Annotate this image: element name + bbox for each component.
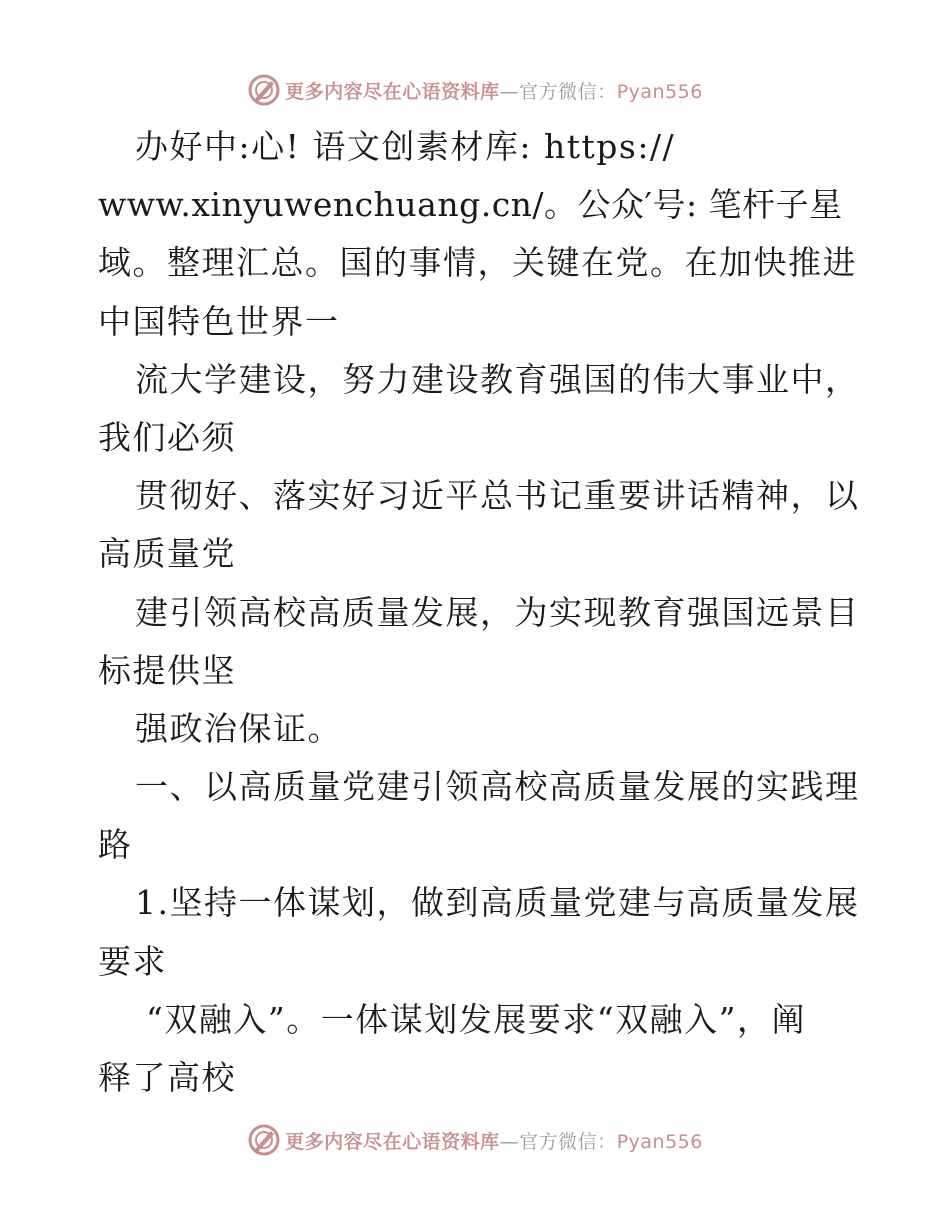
body-line: 办好中:心! 语文创素材库: https:// xyxy=(135,127,676,166)
body-line: 建引领高校高质量发展，为实现教育强国远景目 xyxy=(135,592,860,632)
footer-watermark xyxy=(0,1120,950,1160)
body-line: 中国特色世界一 xyxy=(98,301,340,341)
section-heading: 一、以高质量党建引领高校高质量发展的实践理 xyxy=(135,767,860,807)
body-line: 路 xyxy=(98,825,133,865)
pen-logo-icon xyxy=(247,1123,281,1157)
header-watermark xyxy=(0,70,950,110)
body-line: 流大学建设，努力建设教育强国的伟大事业中， xyxy=(135,359,860,399)
document-body xyxy=(98,118,858,1107)
body-line: 域。整理汇总。国的事情，关键在党。在加快推进 xyxy=(98,243,857,283)
subsection-heading: 1.坚持一体谋划，做到高质量党建与高质量发展 xyxy=(135,883,860,923)
body-line: 强政治保证。 xyxy=(135,708,342,748)
watermark-text: 更多内容尽在心语资料库—官方微信：Pyan556 xyxy=(285,80,703,103)
watermark-text: 更多内容尽在心语资料库—官方微信：Pyan556 xyxy=(285,1130,703,1153)
body-line: 标提供坚 xyxy=(98,650,236,690)
body-line: 贯彻好、落实好习近平总书记重要讲话精神，以 xyxy=(135,476,860,516)
body-line: “双融入”。一体谋划发展要求“双融入”，阐 xyxy=(146,999,806,1039)
body-line: 释了高校 xyxy=(98,1058,236,1097)
body-line: www.xinyuwenchuang.cn/。公众′号: 笔杆子星 xyxy=(98,185,843,225)
body-line: 我们必须 xyxy=(98,417,236,457)
body-line: 高质量党 xyxy=(98,534,236,574)
pen-logo-icon xyxy=(247,73,281,107)
body-line: 要求 xyxy=(98,941,167,981)
